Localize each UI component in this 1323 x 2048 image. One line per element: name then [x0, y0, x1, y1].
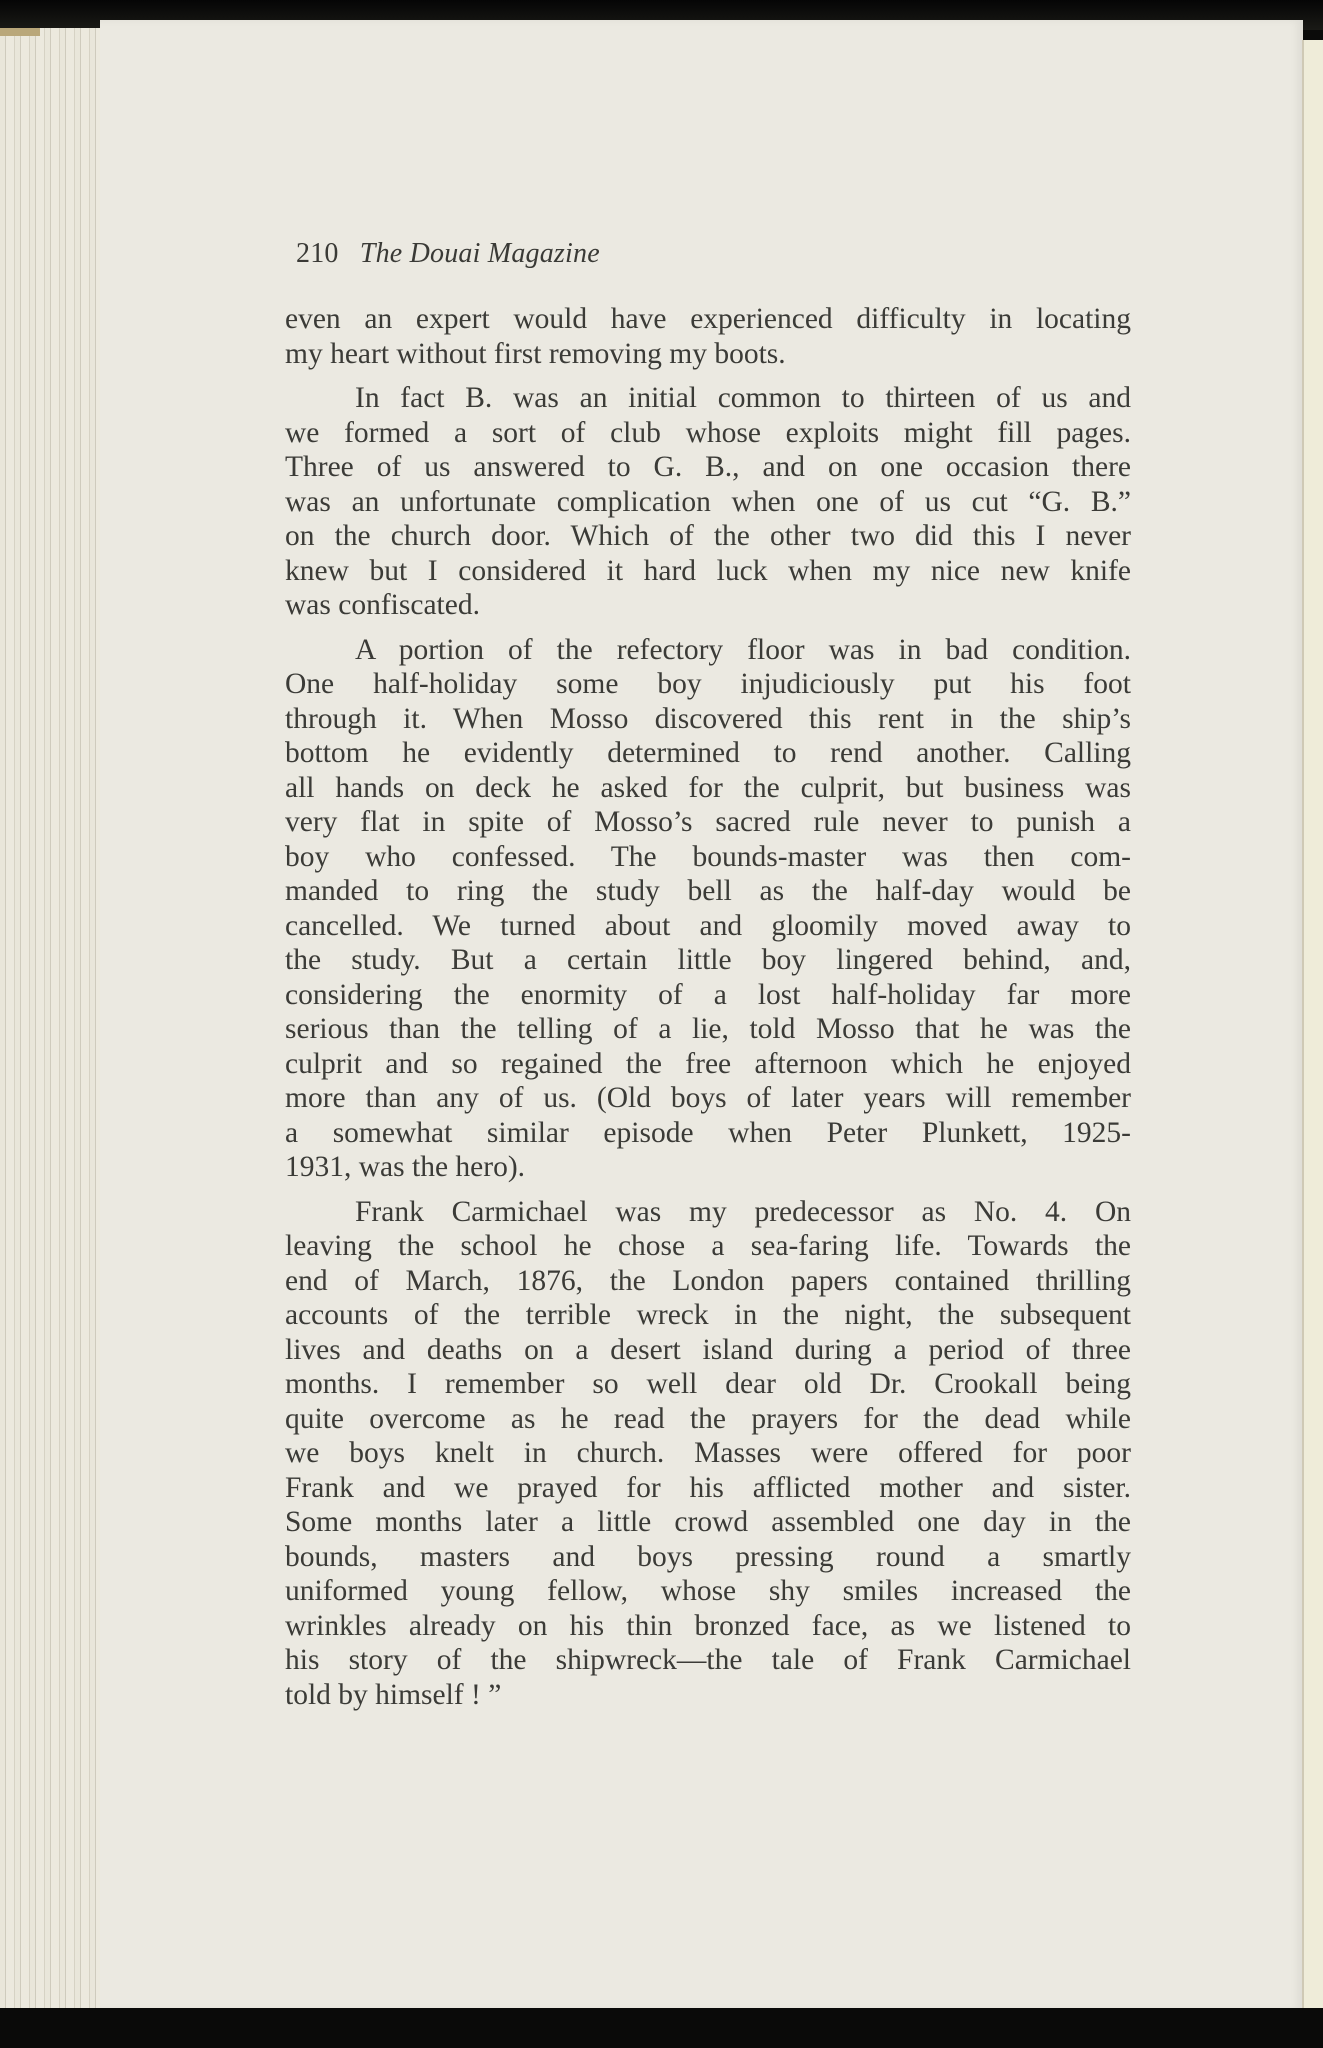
text-line: more than any of us. (Old boys of later years will remember	[285, 1082, 1131, 1114]
running-title: The Douai Magazine	[359, 238, 600, 269]
text-line: In fact B. was an initial common to thirteen of us and	[355, 382, 1131, 414]
text-line: all hands on deck he asked for the culprit, but business was	[285, 771, 1131, 804]
text-line: very flat in spite of Mosso’s sacred rule never to punish a	[285, 806, 1131, 838]
text-line: considering the enormity of a lost half-holiday far more	[285, 978, 1131, 1011]
text-line: was an unfortunate complication when one of us cut “G. B.”	[285, 485, 1131, 518]
paragraph	[285, 302, 1131, 371]
stacked-page-edges	[0, 28, 105, 2013]
text-line: through it. When Mosso discovered this rent in the ship’s	[285, 702, 1131, 735]
text-line: a somewhat similar episode when Peter Plunkett, 1925-	[285, 1116, 1131, 1149]
text-line: months. I remember so well dear old Dr. Crookall being	[285, 1368, 1131, 1400]
text-line: boy who confessed. The bounds-master was then com-	[285, 840, 1131, 873]
paragraph	[285, 633, 1131, 1185]
text-line: manded to ring the study bell as the half-day would be	[285, 875, 1131, 907]
text-line: 1931, was the hero).	[285, 1151, 526, 1183]
text-line: bounds, masters and boys pressing round a smartly	[285, 1540, 1131, 1573]
text-line: the study. But a certain little boy lingered behind, and,	[285, 944, 1131, 976]
text-line: A portion of the refectory floor was in bad condition.	[355, 633, 1131, 666]
text-line: Some months later a little crowd assembled one day in the	[285, 1506, 1131, 1538]
running-header	[296, 238, 600, 270]
text-line: his story of the shipwreck—the tale of Frank Carmichael	[285, 1644, 1131, 1676]
text-line: uniformed young fellow, whose shy smiles increased the	[285, 1575, 1131, 1607]
scan-backdrop-bottom	[0, 2008, 1323, 2048]
page-number: 210	[296, 238, 339, 269]
text-line: serious than the telling of a lie, told Mosso that he was the	[285, 1013, 1131, 1045]
paragraph	[285, 381, 1131, 623]
text-line: Three of us answered to G. B., and on one occasion there	[285, 451, 1131, 483]
text-line: Frank and we prayed for his afflicted mother and sister.	[285, 1471, 1131, 1504]
text-line: culprit and so regained the free afternoon which he enjoyed	[285, 1047, 1131, 1080]
text-line: knew but I considered it hard luck when my nice new knife	[285, 554, 1131, 587]
text-line: lives and deaths on a desert island during a period of three	[285, 1333, 1131, 1366]
text-line: accounts of the terrible wreck in the night, the subsequent	[285, 1299, 1131, 1331]
text-line: Frank Carmichael was my predecessor as No. 4. On	[355, 1195, 1131, 1228]
text-line: wrinkles already on his thin bronzed face, as we listened to	[285, 1609, 1131, 1642]
text-line: my heart without first removing my boots.	[285, 337, 786, 370]
text-line: leaving the school he chose a sea-faring life. Towards the	[285, 1230, 1131, 1262]
text-line: we formed a sort of club whose exploits might fill pages.	[285, 416, 1131, 449]
text-line: One half-holiday some boy injudiciously put his foot	[285, 668, 1131, 700]
text-line: even an expert would have experienced difficulty in locating	[285, 303, 1131, 335]
text-line: told by himself ! ”	[285, 1678, 502, 1711]
text-line: was confiscated.	[285, 589, 480, 621]
facing-page-edge	[1304, 40, 1323, 2010]
text-line: cancelled. We turned about and gloomily moved away to	[285, 909, 1131, 942]
text-line: quite overcome as he read the prayers for the dead while	[285, 1402, 1131, 1435]
text-line: end of March, 1876, the London papers contained thrilling	[285, 1264, 1131, 1297]
text-line: we boys knelt in church. Masses were offered for poor	[285, 1437, 1131, 1469]
text-line: bottom he evidently determined to rend another. Calling	[285, 737, 1131, 769]
body-text	[285, 302, 1131, 1722]
text-line: on the church door. Which of the other two did this I never	[285, 520, 1131, 552]
paragraph	[285, 1195, 1131, 1713]
